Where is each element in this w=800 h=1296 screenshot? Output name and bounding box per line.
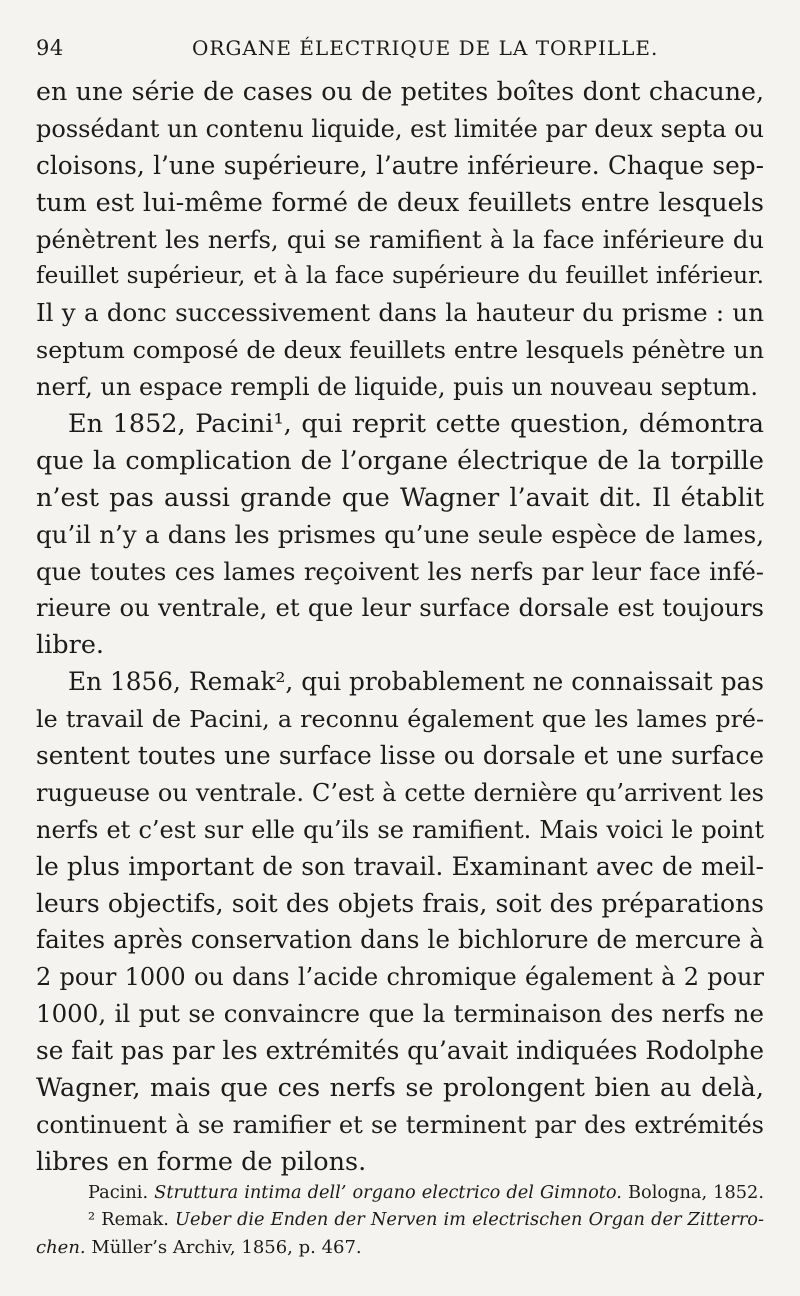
text-line: continuent à se ramifier et se terminent par des extrémités — [36, 1110, 764, 1139]
text-line: faites après conservation dans le bichlorure de mercure à — [36, 925, 764, 955]
footnotes — [36, 1180, 764, 1261]
text-line: tum est lui-même formé de deux feuillets entre lesquels — [36, 187, 764, 218]
text-line: nerfs et c’est sur elle qu’ils se ramifient. Mais voici le point — [36, 815, 764, 844]
text-line: Wagner, mais que ces nerfs se prolongent bien au delà, — [36, 1073, 764, 1104]
footnote-1-author: Pacini. — [88, 1183, 149, 1203]
text-line: que toutes ces lames reçoivent les nerfs par leur face infé- — [36, 556, 764, 586]
paragraph-start-line: En 1856, Remak², qui probablement ne connaissait pas — [68, 667, 764, 697]
text-line: nerf, un espace rempli de liquide, puis un nouveau septum. — [36, 373, 758, 402]
text-line: sentent toutes une surface lisse ou dorsale et une surface — [36, 741, 764, 771]
footnote-2-author: ² Remak. — [88, 1210, 169, 1230]
text-line: feuillet supérieur, et à la face supérieure du feuillet inférieur. — [36, 262, 764, 290]
text-line: 1000, il put se convaincre que la terminaison des nerfs ne — [36, 999, 764, 1029]
text-line: 2 pour 1000 ou dans l’acide chromique également à 2 pour — [36, 963, 764, 992]
running-title: ORGANE ÉLECTRIQUE DE LA TORPILLE. — [192, 36, 659, 60]
text-line: possédant un contenu liquide, est limitée par deux septa ou — [36, 114, 764, 143]
text-line: septum composé de deux feuillets entre lesquels pénètre un — [36, 336, 764, 365]
text-line: n’est pas aussi grande que Wagner l’avait dit. Il établit — [36, 482, 764, 513]
text-line: cloisons, l’une supérieure, l’autre inférieure. Chaque sep- — [36, 150, 764, 180]
footnote-2-title-end: chen. — [36, 1237, 86, 1258]
text-line: en une série de cases ou de petites boîtes dont chacune, — [36, 77, 764, 106]
text-line: rugueuse ou ventrale. C’est à cette dernière qu’arrivent les — [36, 778, 764, 807]
text-line: libres en forme de pilons. — [36, 1146, 367, 1177]
text-line: qu’il n’y a dans les prismes qu’une seule espèce de lames, — [36, 519, 764, 549]
footnote-1-publication: Bologna, 1852. — [628, 1183, 764, 1203]
text-line: se fait pas par les extrémités qu’avait indiquées Rodolphe — [36, 1036, 764, 1066]
text-line: Il y a donc successivement dans la hauteur du prisme : un — [36, 298, 764, 328]
footnote-1-title: Struttura intima dell’ organo electrico del Gimnoto. — [154, 1183, 622, 1203]
text-line: leurs objectifs, soit des objets frais, soit des préparations — [36, 888, 764, 918]
page-header — [36, 36, 764, 66]
text-line: rieure ou ventrale, et que leur surface dorsale est toujours — [36, 593, 764, 623]
footnote-1 — [36, 1180, 764, 1207]
text-line: le plus important de son travail. Examinant avec de meil- — [36, 851, 764, 881]
body-text — [36, 74, 764, 1181]
page-number: 94 — [36, 36, 64, 60]
text-line: que la complication de l’organe électrique de la torpille — [36, 445, 764, 476]
footnote-2-continuation — [36, 1234, 764, 1261]
footnote-2-title: Ueber die Enden der Nerven im electrischen Organ der Zitterro- — [175, 1210, 764, 1230]
paragraph-start-line: En 1852, Pacini¹, qui reprit cette question, démontra — [68, 409, 764, 440]
text-line: le travail de Pacini, a reconnu également que les lames pré- — [36, 705, 764, 734]
text-line: libre. — [36, 630, 105, 661]
footnote-2-publication: Müller’s Archiv, 1856, p. 467. — [91, 1237, 362, 1258]
footnote-2 — [36, 1207, 764, 1234]
text-line: pénètrent les nerfs, qui se ramifient à la face inférieure du — [36, 224, 764, 254]
